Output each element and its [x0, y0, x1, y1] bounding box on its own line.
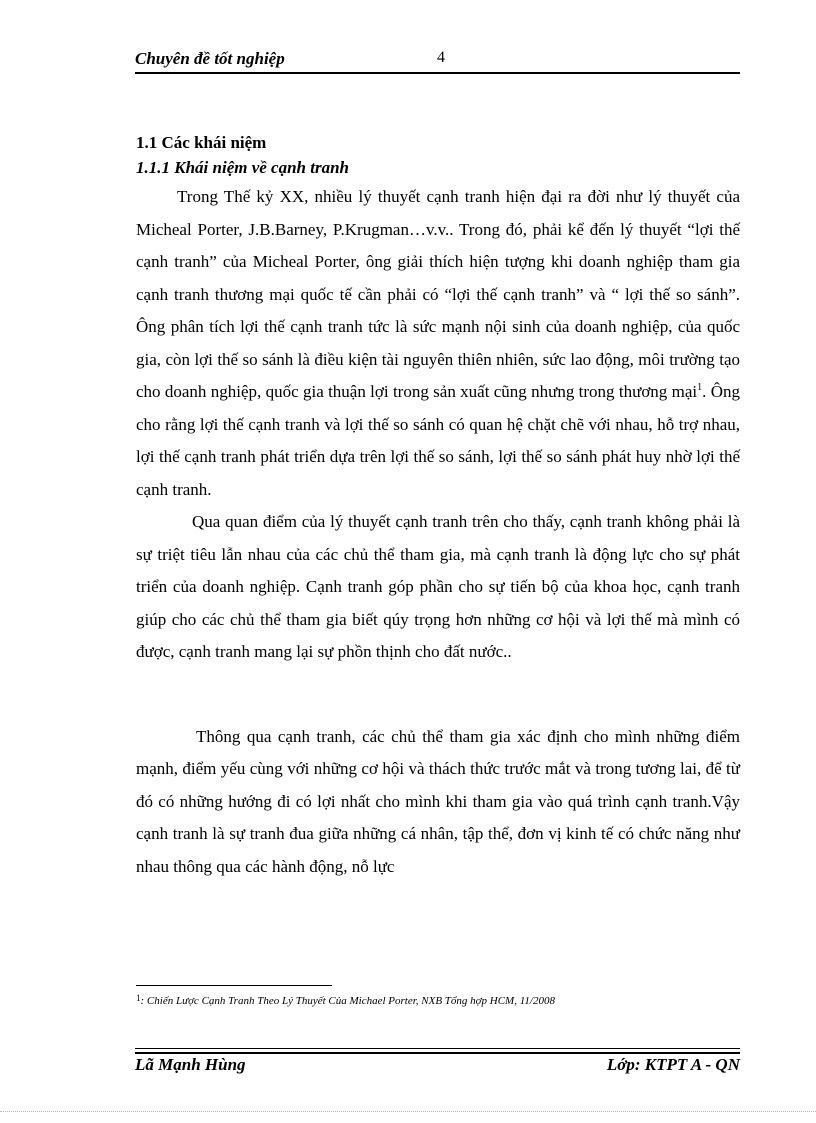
section-heading: 1.1 Các khái niệm	[136, 133, 267, 152]
paragraph-1-text-b: . Ông cho rằng lợi thế cạnh tranh và lợi thế so sánh có quan hệ chặt chẽ với nhau, hỗ trợ nhau, lợi thế cạnh tranh phát triển dựa trên lợi thế so sánh, lợi thế so sánh phát huy nhờ lợi thế cạnh tranh.	[136, 382, 740, 499]
footnote-number: 1	[136, 993, 141, 1003]
subsection-heading: 1.1.1 Khái niệm về cạnh tranh	[136, 158, 350, 177]
page-footer	[135, 1055, 740, 1077]
footnote	[136, 993, 740, 1007]
page-number: 4	[437, 49, 445, 66]
footnote-reference[interactable]: 1	[697, 382, 703, 393]
paragraph-1-text-a: Trong Thế kỷ XX, nhiều lý thuyết cạnh tranh hiện đại ra đời như lý thuyết của Micheal Porter, J.B.Barney, P.Krugman…v.v.. Trong đó, phải kể đến lý thuyết “lợi thế cạnh tranh” của Micheal Porter, ông giải thích hiện tượng khi doanh nghiệp tham gia cạnh tranh thương mại quốc tế cần phải có “lợi thế cạnh tranh” và “ lợi thế so sánh”. Ông phân tích lợi thế cạnh tranh tức là sức mạnh nội sinh của doanh nghiệp, của quốc gia, còn lợi thế so sánh là điều kiện tài nguyên thiên nhiên, sức lao động, môi trường tạo cho doanh nghiệp, quốc gia thuận lợi trong sản xuất cũng nhưng trong thương mại	[136, 187, 740, 401]
footnote-text: Chiến Lược Cạnh Tranh Theo Lý Thuyết Của Michael Porter, NXB Tổng hợp HCM, 11/2008	[146, 995, 555, 1007]
paragraph-1	[136, 181, 740, 506]
paragraph-2: Qua quan điểm của lý thuyết cạnh tranh trên cho thấy, cạnh tranh không phải là sự triệt tiêu lẫn nhau của các chủ thể tham gia, mà cạnh tranh là động lực cho sự phát triển của doanh nghiệp. Cạnh tranh góp phần cho sự tiến bộ của khoa học, cạnh tranh giúp cho các chủ thể tham gia biết qúy trọng hơn những cơ hội và lợi thế mà mình có được, cạnh tranh mang lại sự phồn thịnh cho đất nước..	[136, 512, 740, 661]
footer-class-info: Lớp: KTPT A - QN	[606, 1055, 740, 1074]
paragraph-3: Thông qua cạnh tranh, các chủ thể tham gia xác định cho mình những điểm mạnh, điểm yếu cùng với những cơ hội và thách thức trước mắt và trong tương lai, để từ đó có những hướng đi có lợi nhất cho mình khi tham gia vào quá trình cạnh tranh.Vậy cạnh tranh là sự tranh đua giữa những cá nhân, tập thể, đơn vị kinh tế có chức năng như nhau thông qua các hành động, nỗ lực	[136, 726, 740, 876]
footnote-separator	[136, 985, 332, 986]
footer-author: Lã Mạnh Hùng	[135, 1055, 246, 1074]
footnote-separator-char: :	[140, 995, 147, 1007]
main-content	[136, 131, 740, 883]
header-title: Chuyên đề tốt nghiệp	[135, 49, 285, 68]
footer-rule	[135, 1048, 740, 1054]
page-header	[135, 48, 740, 74]
page-bottom-border	[0, 1111, 816, 1112]
